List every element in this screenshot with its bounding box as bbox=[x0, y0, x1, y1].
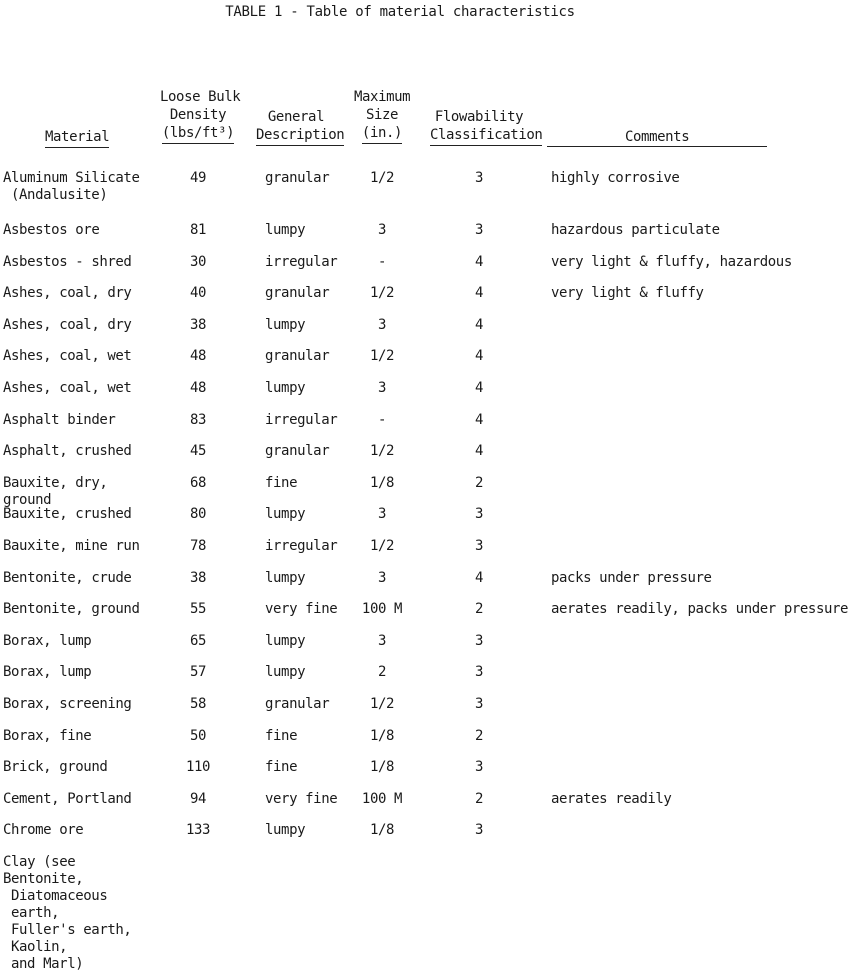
cell-comments: very light & fluffy, hazardous bbox=[551, 253, 792, 270]
material-name: Aluminum Silicate bbox=[3, 170, 140, 186]
table-row bbox=[0, 348, 800, 380]
cell-density: 65 bbox=[189, 632, 207, 649]
header-density-line-1: Loose Bulk bbox=[160, 89, 241, 105]
cell-density: 80 bbox=[189, 506, 207, 523]
cell-flowability: 4 bbox=[474, 316, 484, 333]
material-name: Asbestos ore bbox=[3, 222, 100, 238]
cell-maxsize: 1/2 bbox=[369, 443, 395, 460]
cell-flowability: 3 bbox=[474, 664, 484, 681]
cell-general: irregular bbox=[265, 411, 338, 428]
cell-density: 50 bbox=[189, 727, 207, 744]
cell-general: fine bbox=[265, 474, 298, 491]
cell-material bbox=[3, 728, 163, 745]
table-row bbox=[0, 759, 800, 791]
cell-maxsize: 1/8 bbox=[369, 727, 395, 744]
cell-density: 40 bbox=[189, 285, 207, 302]
cell-flowability: 3 bbox=[474, 537, 484, 554]
table-row bbox=[0, 601, 848, 633]
header-maxsize bbox=[354, 88, 410, 144]
cell-maxsize: 1/8 bbox=[369, 822, 395, 839]
cell-material bbox=[3, 601, 163, 618]
cell-density: 45 bbox=[189, 443, 207, 460]
cell-maxsize: 3 bbox=[377, 379, 387, 396]
table-row bbox=[0, 222, 800, 254]
cell-flowability: 4 bbox=[474, 348, 484, 365]
cell-material bbox=[3, 570, 163, 587]
cell-general: granular bbox=[265, 443, 330, 460]
cell-material bbox=[3, 822, 163, 839]
table-row bbox=[0, 664, 800, 696]
cell-density: 48 bbox=[189, 348, 207, 365]
header-density-line-3: (lbs/ft³) bbox=[162, 124, 234, 144]
cell-material bbox=[3, 170, 163, 204]
table-row bbox=[0, 538, 800, 570]
header-density bbox=[160, 88, 241, 144]
cell-general: lumpy bbox=[265, 379, 306, 396]
cell-flowability: 3 bbox=[474, 506, 484, 523]
material-name: Clay (see Bentonite, bbox=[3, 853, 84, 887]
material-name: Brick, ground bbox=[3, 759, 108, 776]
material-name: Bentonite, crude bbox=[3, 569, 132, 586]
cell-density: 78 bbox=[189, 537, 207, 554]
cell-material bbox=[3, 222, 163, 239]
material-name: Bauxite, mine run bbox=[3, 537, 140, 554]
cell-density: 57 bbox=[189, 664, 207, 681]
cell-density: 81 bbox=[189, 222, 207, 238]
cell-material bbox=[3, 696, 163, 713]
material-name: Borax, lump bbox=[3, 632, 92, 649]
cell-material bbox=[3, 538, 163, 555]
material-subtext: Diatomaceous earth, Fuller's earth, Kaolin, and Marl) bbox=[11, 887, 132, 972]
cell-general: lumpy bbox=[265, 632, 306, 649]
table-row bbox=[0, 728, 800, 760]
cell-comments: hazardous particulate bbox=[551, 222, 720, 238]
material-name: Ashes, coal, wet bbox=[3, 379, 132, 396]
cell-material bbox=[3, 254, 163, 271]
cell-density: 110 bbox=[185, 759, 211, 776]
cell-maxsize: 1/2 bbox=[369, 285, 395, 302]
table-body bbox=[0, 170, 848, 972]
header-density-line-2: Density bbox=[169, 107, 227, 123]
cell-maxsize: 3 bbox=[377, 632, 387, 649]
cell-maxsize: 100 M bbox=[361, 790, 403, 807]
material-name: Borax, lump bbox=[3, 664, 92, 681]
cell-comments: very light & fluffy bbox=[551, 285, 704, 302]
header-comments bbox=[547, 128, 767, 147]
table-title: TABLE 1 - Table of material characteristics bbox=[225, 4, 575, 20]
cell-flowability: 4 bbox=[474, 411, 484, 428]
cell-flowability: 2 bbox=[474, 601, 484, 618]
cell-density: 49 bbox=[189, 170, 207, 186]
table-row bbox=[0, 696, 800, 728]
cell-maxsize: 3 bbox=[377, 222, 387, 238]
header-material-label: Material bbox=[45, 128, 109, 148]
cell-maxsize: 2 bbox=[377, 664, 387, 681]
cell-material bbox=[3, 854, 163, 973]
cell-maxsize: 3 bbox=[377, 506, 387, 523]
cell-flowability: 2 bbox=[474, 474, 484, 491]
header-flowability bbox=[430, 108, 543, 146]
table-row bbox=[0, 506, 800, 538]
cell-density: 55 bbox=[189, 601, 207, 618]
header-comments-label: Comments bbox=[625, 129, 690, 145]
cell-material bbox=[3, 633, 163, 650]
cell-flowability: 4 bbox=[474, 253, 484, 270]
table-row bbox=[0, 822, 800, 854]
cell-general: lumpy bbox=[265, 822, 306, 839]
cell-flowability: 3 bbox=[474, 170, 484, 186]
cell-flowability: 3 bbox=[474, 822, 484, 839]
material-name: Bentonite, ground bbox=[3, 601, 140, 618]
material-name: Asphalt binder bbox=[3, 411, 116, 428]
cell-general: granular bbox=[265, 348, 330, 365]
cell-material bbox=[3, 317, 163, 334]
cell-general: granular bbox=[265, 695, 330, 712]
cell-flowability: 2 bbox=[474, 790, 484, 807]
header-flow-line-2: Classification bbox=[430, 126, 542, 146]
table-row bbox=[0, 254, 800, 286]
table-row bbox=[0, 443, 800, 475]
table-row bbox=[0, 412, 800, 444]
cell-material bbox=[3, 380, 163, 397]
cell-comments: aerates readily bbox=[551, 790, 672, 807]
cell-comments: packs under pressure bbox=[551, 569, 712, 586]
material-name: Borax, fine bbox=[3, 727, 92, 744]
material-name: Borax, screening bbox=[3, 695, 132, 712]
cell-general: granular bbox=[265, 285, 330, 302]
material-name: Cement, Portland bbox=[3, 790, 132, 807]
table-row bbox=[0, 285, 800, 317]
cell-flowability: 3 bbox=[474, 222, 484, 238]
cell-flowability: 4 bbox=[474, 285, 484, 302]
header-general bbox=[256, 108, 345, 146]
cell-general: lumpy bbox=[265, 664, 306, 681]
cell-material bbox=[3, 348, 163, 365]
cell-maxsize: 1/2 bbox=[369, 537, 395, 554]
cell-flowability: 4 bbox=[474, 379, 484, 396]
cell-material bbox=[3, 443, 163, 460]
cell-general: irregular bbox=[265, 537, 338, 554]
cell-density: 30 bbox=[189, 253, 207, 270]
material-name: Ashes, coal, wet bbox=[3, 348, 132, 365]
material-name: Ashes, coal, dry bbox=[3, 285, 132, 302]
cell-general: fine bbox=[265, 759, 298, 776]
header-flow-line-1: Flowability bbox=[434, 109, 524, 125]
cell-flowability: 3 bbox=[474, 759, 484, 776]
cell-density: 38 bbox=[189, 316, 207, 333]
cell-density: 83 bbox=[189, 411, 207, 428]
cell-general: very fine bbox=[265, 790, 338, 807]
table-row bbox=[0, 791, 800, 823]
cell-flowability: 2 bbox=[474, 727, 484, 744]
table-row bbox=[0, 380, 800, 412]
table-row bbox=[0, 570, 800, 602]
table-row bbox=[0, 475, 800, 507]
cell-flowability: 3 bbox=[474, 695, 484, 712]
cell-general: granular bbox=[265, 170, 330, 186]
cell-maxsize: 3 bbox=[377, 316, 387, 333]
material-subtext: (Andalusite) bbox=[11, 187, 108, 203]
cell-flowability: 4 bbox=[474, 569, 484, 586]
cell-maxsize: - bbox=[377, 253, 387, 270]
cell-general: very fine bbox=[265, 601, 338, 618]
header-maxsize-line-2: Size bbox=[365, 107, 399, 123]
material-name: Asphalt, crushed bbox=[3, 443, 132, 460]
cell-maxsize: 1/2 bbox=[369, 170, 395, 186]
cell-density: 58 bbox=[189, 695, 207, 712]
cell-general: lumpy bbox=[265, 222, 306, 238]
cell-maxsize: 3 bbox=[377, 569, 387, 586]
cell-maxsize: 1/2 bbox=[369, 695, 395, 712]
cell-maxsize: 1/2 bbox=[369, 348, 395, 365]
table-row bbox=[0, 853, 800, 972]
cell-maxsize: 1/8 bbox=[369, 759, 395, 776]
cell-material bbox=[3, 285, 163, 302]
cell-material bbox=[3, 506, 163, 523]
cell-material bbox=[3, 412, 163, 429]
cell-material bbox=[3, 664, 163, 681]
cell-material bbox=[3, 759, 163, 776]
cell-general: irregular bbox=[265, 253, 338, 270]
material-name: Chrome ore bbox=[3, 822, 84, 839]
cell-comments: aerates readily, packs under pressure bbox=[551, 601, 848, 618]
cell-general: lumpy bbox=[265, 316, 306, 333]
cell-material bbox=[3, 475, 163, 509]
material-name: Ashes, coal, dry bbox=[3, 316, 132, 333]
cell-density: 94 bbox=[189, 790, 207, 807]
cell-density: 38 bbox=[189, 569, 207, 586]
cell-density: 68 bbox=[189, 474, 207, 491]
material-name: Asbestos - shred bbox=[3, 253, 132, 270]
cell-general: lumpy bbox=[265, 506, 306, 523]
cell-density: 48 bbox=[189, 379, 207, 396]
cell-comments: highly corrosive bbox=[551, 170, 680, 186]
header-general-line-1: General bbox=[267, 109, 325, 125]
header-maxsize-line-1: Maximum bbox=[354, 89, 411, 105]
table-row bbox=[0, 170, 800, 222]
cell-density: 133 bbox=[185, 822, 211, 839]
material-name: Bauxite, dry, ground bbox=[3, 474, 108, 508]
cell-general: fine bbox=[265, 727, 298, 744]
cell-flowability: 4 bbox=[474, 443, 484, 460]
cell-general: lumpy bbox=[265, 569, 306, 586]
cell-flowability: 3 bbox=[474, 632, 484, 649]
cell-maxsize: 1/8 bbox=[369, 474, 395, 491]
header-maxsize-line-3: (in.) bbox=[362, 124, 402, 144]
material-name: Bauxite, crushed bbox=[3, 506, 132, 523]
cell-maxsize: 100 M bbox=[361, 601, 403, 618]
header-material bbox=[45, 128, 109, 148]
table-row bbox=[0, 633, 800, 665]
header-general-line-2: Description bbox=[256, 126, 344, 146]
table-row bbox=[0, 317, 800, 349]
cell-maxsize: - bbox=[377, 411, 387, 428]
cell-material bbox=[3, 791, 163, 808]
